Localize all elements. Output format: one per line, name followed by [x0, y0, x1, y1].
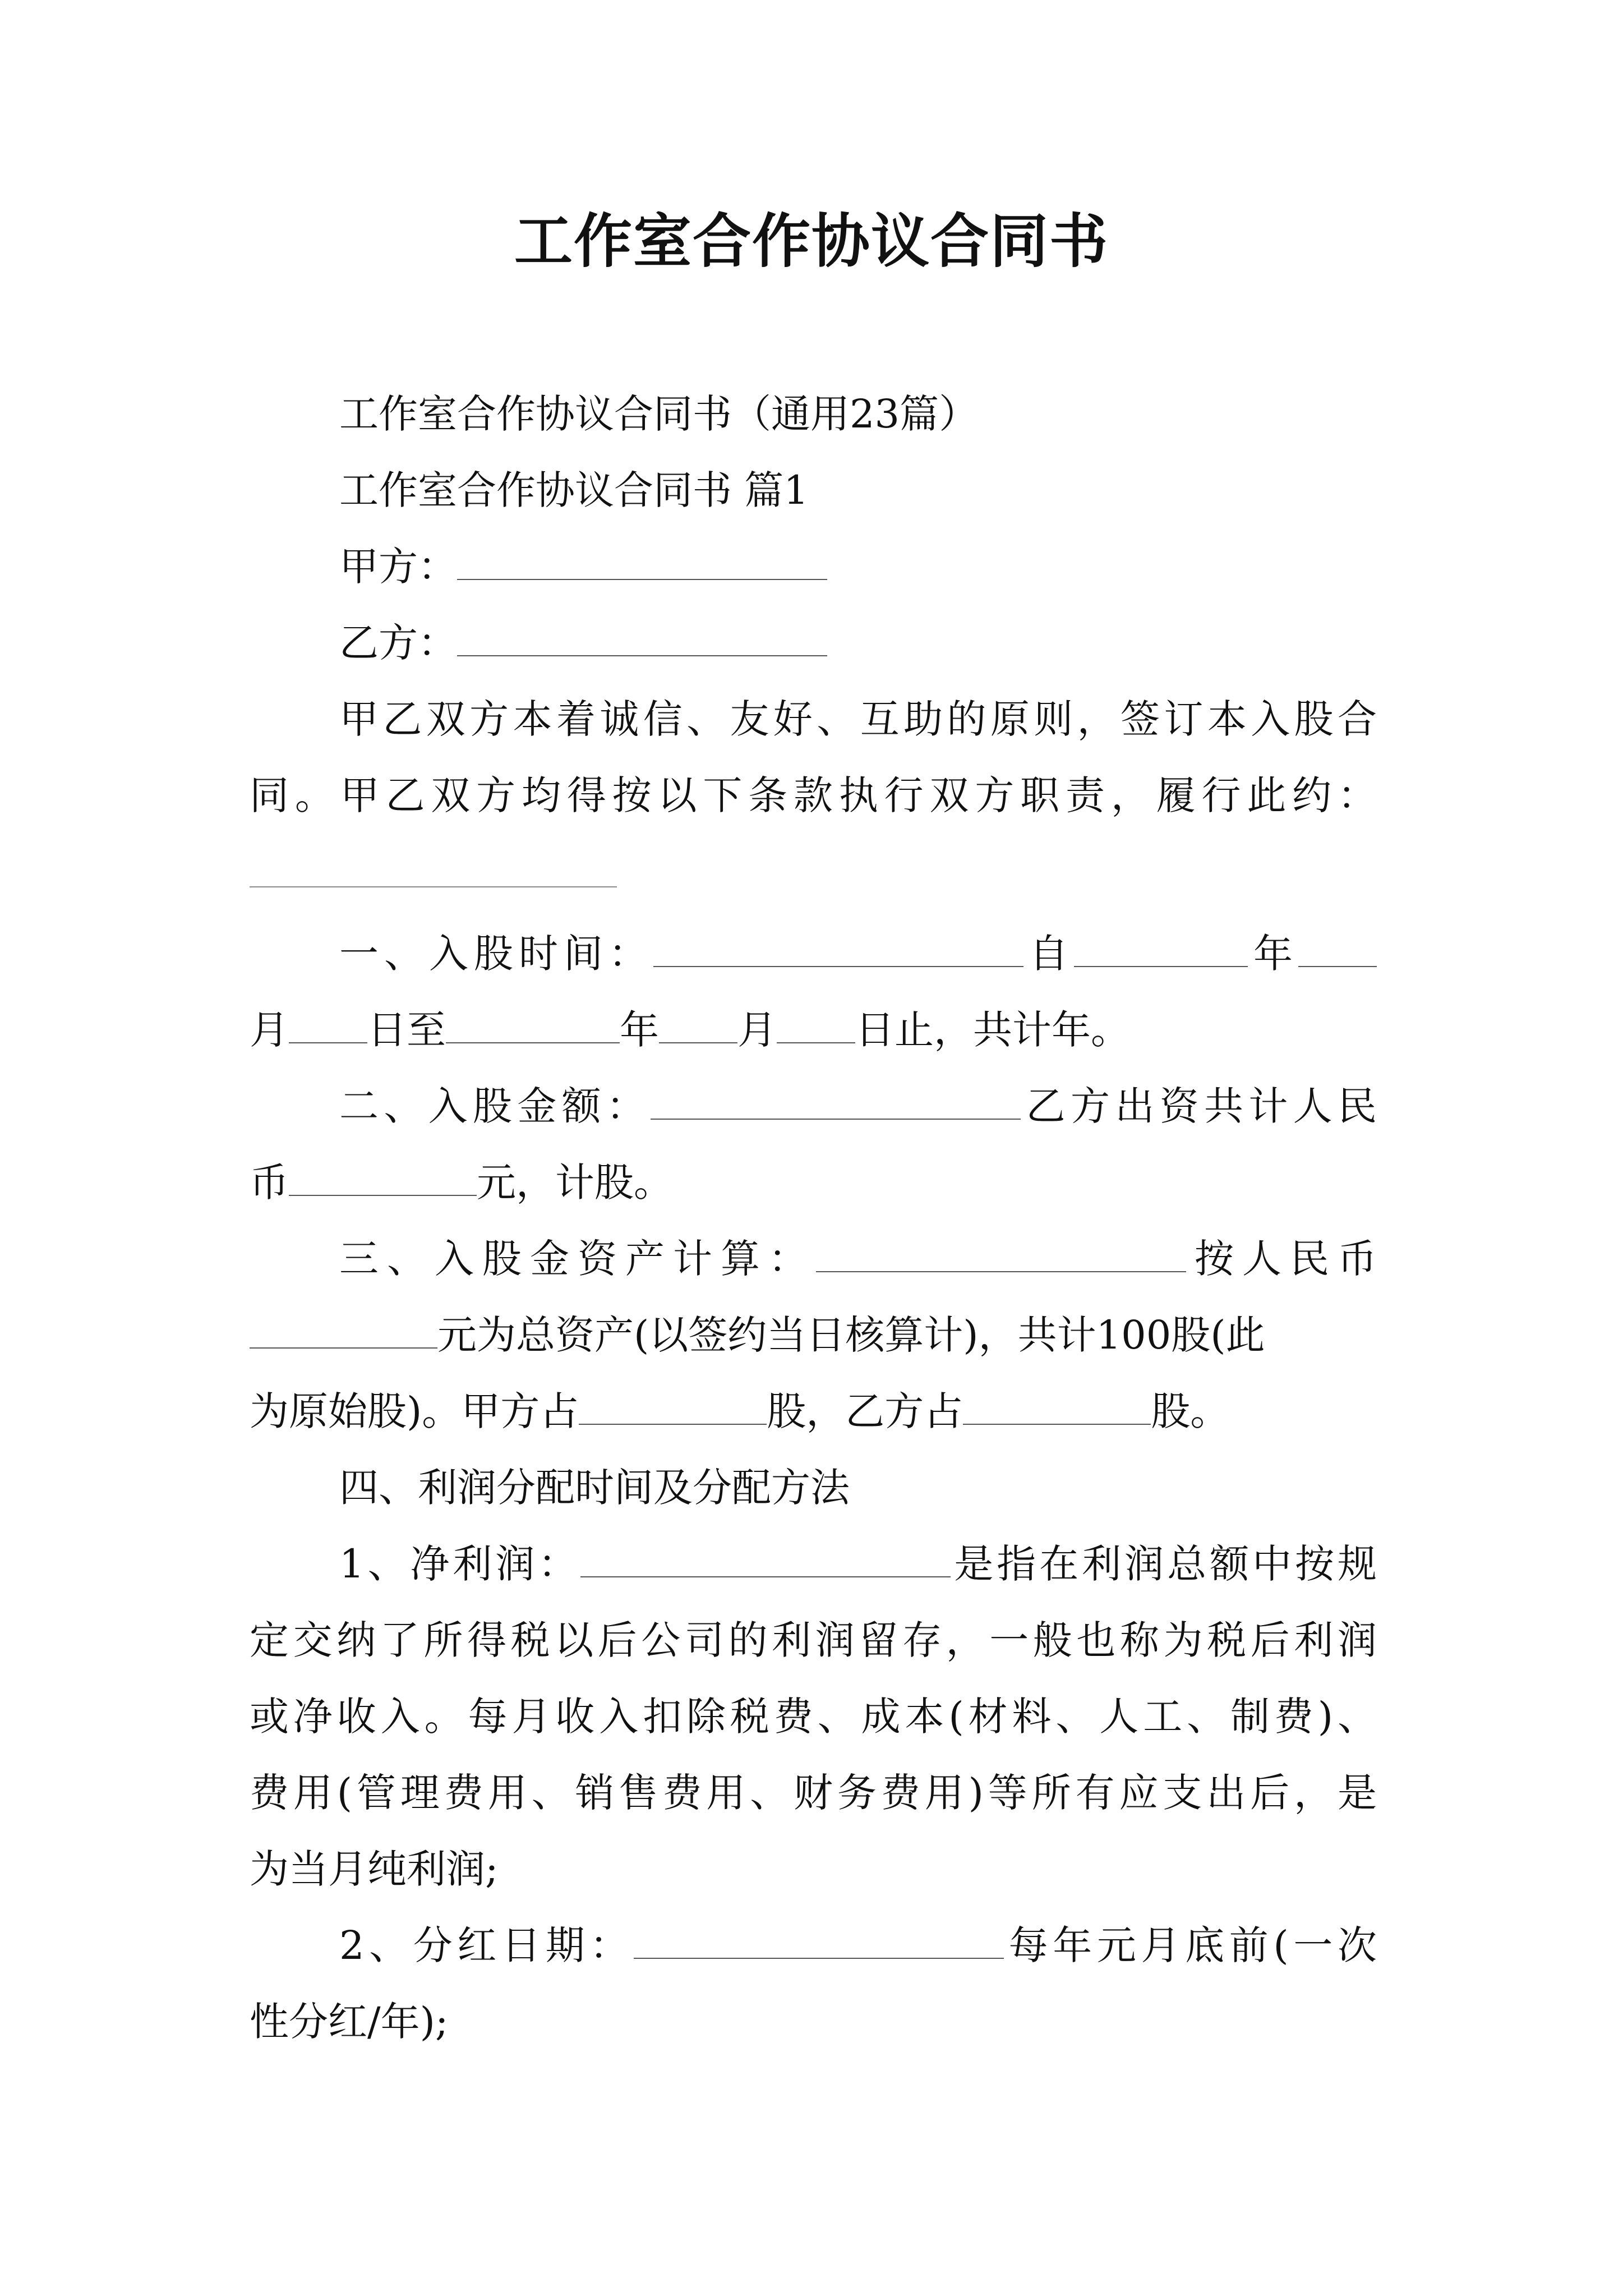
intro-paragraph-line2: 同。甲乙双方均得按以下条款执行双方职责，履行此约：	[250, 772, 1377, 818]
clause3-party-b-share: 股，乙方占	[767, 1388, 963, 1434]
party-b-blank	[457, 618, 827, 657]
clause1-month2-blank	[659, 1005, 737, 1044]
clause1-day-blank	[289, 1005, 367, 1044]
clause4-item2-line2: 性分红/年);	[250, 1999, 449, 2045]
clause1-label: 一、入股时间：	[339, 931, 653, 977]
clause4-item1-line4: 费用(管理费用、销售费用、财务费用)等所有应支出后，是	[250, 1770, 1377, 1816]
clause1-month-blank	[1298, 929, 1377, 968]
party-b-label: 乙方：	[339, 620, 457, 666]
clause1-end: 日止，共计年。	[855, 1007, 1130, 1053]
clause2-after: 乙方出资共计人民	[1021, 1083, 1377, 1129]
clause4-heading: 四、利润分配时间及分配方法	[339, 1465, 850, 1511]
clause4-item1-label: 1、净利润：	[339, 1541, 581, 1587]
clause3-line3	[250, 1373, 1377, 1450]
clause3-amount-blank	[250, 1310, 437, 1349]
clause3-a-blank	[579, 1387, 767, 1425]
clause2-line1	[250, 1068, 1377, 1144]
clause4-item2-line1	[250, 1907, 1377, 1984]
clause3-party-a-share: 为原始股)。甲方占	[250, 1388, 579, 1434]
document-title: 工作室合作协议合同书	[514, 206, 1109, 275]
clause4-item2-after: 每年元月底前(一次	[1003, 1922, 1377, 1968]
party-a-blank	[457, 542, 827, 581]
clause1-year2-blank	[446, 1005, 620, 1044]
clause4-item1-line3: 或净收入。每月收入扣除税费、成本(材料、人工、制费)、	[250, 1694, 1377, 1740]
clause2-blank	[651, 1082, 1021, 1120]
clause2-currency: 币	[250, 1159, 289, 1205]
party-a-row	[250, 528, 1377, 605]
clause1-month: 月	[250, 1007, 289, 1053]
clause3-after: 按人民币	[1186, 1236, 1377, 1282]
clause4-item1-blank	[580, 1539, 951, 1578]
section-heading: 工作室合作协议合同书 篇1	[339, 467, 809, 513]
clause2-end: 元，计股。	[477, 1159, 673, 1205]
clause3-line2	[250, 1297, 1377, 1373]
clause1-line2	[250, 992, 1377, 1068]
party-b-row	[250, 605, 1377, 681]
separator-blank	[250, 886, 617, 887]
clause3-blank	[816, 1234, 1186, 1273]
clause3-line1	[250, 1221, 1377, 1297]
clause1-year2: 年	[620, 1007, 659, 1053]
intro-paragraph-line1: 甲乙双方本着诚信、友好、互助的原则，签订本入股合	[339, 696, 1377, 742]
clause1-blank	[653, 929, 1023, 968]
clause3-b-blank	[963, 1387, 1151, 1425]
clause4-item1-line1	[250, 1526, 1377, 1602]
clause4-item1-line5: 为当月纯利润;	[250, 1846, 499, 1892]
clause4-item2-blank	[634, 1921, 1004, 1959]
clause1-year: 年	[1248, 931, 1298, 977]
clause2-label: 二、入股金额：	[339, 1083, 651, 1129]
clause2-amount-blank	[289, 1158, 477, 1197]
clause3-mid: 元为总资产(以签约当日核算计)，共计100股(此	[437, 1312, 1265, 1358]
clause4-item2-label: 2、分红日期：	[339, 1922, 634, 1968]
clause1-line1	[250, 915, 1377, 992]
party-a-label: 甲方：	[339, 544, 457, 590]
clause4-item1-line2: 定交纳了所得税以后公司的利润留存，一般也称为税后利润	[250, 1617, 1377, 1663]
clause3-label: 三、入股金资产计算：	[339, 1236, 816, 1282]
clause1-month2: 月	[737, 1007, 777, 1053]
clause1-day-to: 日至	[367, 1007, 446, 1053]
clause2-line2	[250, 1144, 1377, 1221]
clause1-year-blank	[1074, 929, 1248, 968]
clause3-end: 股。	[1151, 1388, 1230, 1434]
document-subtitle: 工作室合作协议合同书（通用23篇）	[339, 391, 979, 437]
clause4-item1-after: 是指在利润总额中按规	[951, 1541, 1377, 1587]
clause1-from: 自	[1023, 931, 1074, 977]
clause1-day2-blank	[777, 1005, 855, 1044]
